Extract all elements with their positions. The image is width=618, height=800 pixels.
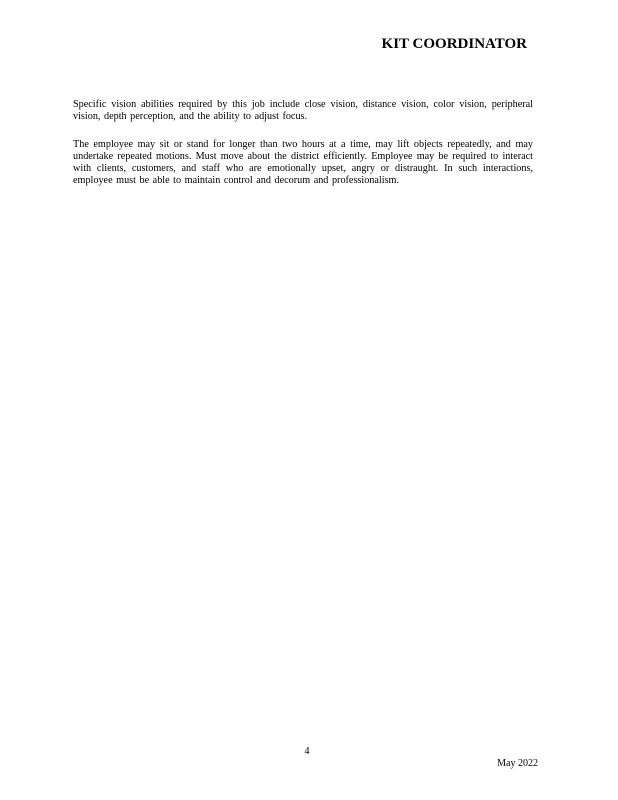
- physical-requirements-paragraph: The employee may sit or stand for longer than two hours at a time, may lift objects repeatedly, and may undertake repeated motions. Must move about the district efficiently. Employee may be required to interact with clients, customers, and staff who are emotionally upset, angry or distraught. In such interactions, employee must be able to maintain control and decorum and professionalism.: [73, 139, 533, 186]
- page-number: 4: [304, 746, 310, 757]
- vision-requirements-paragraph: Specific vision abilities required by this job include close vision, distance vision, color vision, peripheral vision, depth perception, and the ability to adjust focus.: [73, 99, 533, 122]
- page-title: KIT COORDINATOR: [381, 36, 527, 52]
- footer-date: May 2022: [497, 758, 538, 769]
